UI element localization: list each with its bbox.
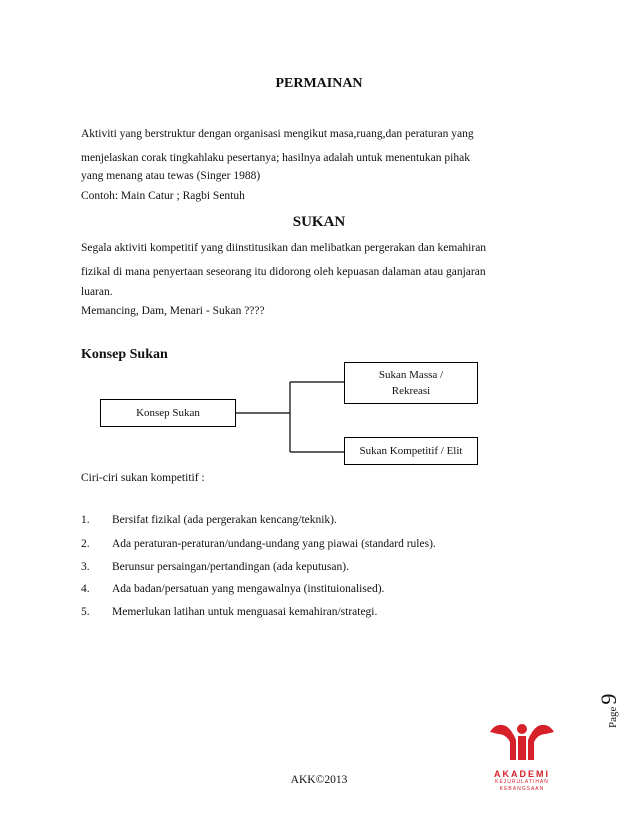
permainan-definition-line: Aktiviti yang berstruktur dengan organisasi mengikut masa,ruang,dan peraturan yang: [81, 128, 474, 140]
list-item-number: 5.: [81, 606, 90, 618]
permainan-example: Contoh: Main Catur ; Ragbi Sentuh: [81, 190, 245, 202]
sukan-definition-line: Segala aktiviti kompetitif yang diinstitusikan dan melibatkan pergerakan dan kemahiran: [81, 242, 487, 254]
diagram-branch-massa-line2: Rekreasi: [391, 385, 431, 397]
list-item-text: Berunsur persaingan/pertandingan (ada keputusan).: [112, 561, 349, 573]
list-item-number: 4.: [81, 583, 90, 595]
permainan-definition-line: yang menang atau tewas (Singer 1988): [81, 170, 261, 182]
sukan-definition-line: luaran.: [81, 286, 113, 298]
list-item-text: Ada peraturan-peraturan/undang-undang yang piawai (standard rules).: [112, 538, 436, 550]
akademi-logo: [486, 720, 558, 800]
permainan-definition-line: menjelaskan corak tingkahlaku pesertanya; hasilnya adalah untuk menentukan pihak: [81, 152, 470, 164]
list-item-text: Ada badan/persatuan yang mengawalnya (instituionalised).: [112, 583, 385, 595]
logo-subtitle-2: KEBANGSAAN: [499, 786, 545, 792]
logo-title: AKADEMI: [494, 769, 550, 779]
diagram-branch-massa-line1: Sukan Massa /: [378, 369, 444, 381]
sukan-question: Memancing, Dam, Menari - Sukan ????: [81, 305, 265, 317]
diagram-root-label: Konsep Sukan: [136, 407, 200, 419]
heading-konsep-sukan: Konsep Sukan: [81, 347, 168, 362]
ciri-label: Ciri-ciri sukan kompetitif :: [81, 472, 205, 484]
logo-subtitle-1: KEJURULATIHAN: [495, 779, 549, 785]
heading-sukan: SUKAN: [292, 214, 346, 230]
footer-copyright: AKK©2013: [290, 774, 348, 786]
list-item-text: Bersifat fizikal (ada pergerakan kencang/teknik).: [112, 514, 337, 526]
page-label: Page: [607, 706, 619, 728]
sukan-definition-line: fizikal di mana penyertaan seseorang itu didorong oleh kepuasan dalaman atau ganjaran: [81, 266, 486, 278]
logo-emblem-icon: [486, 720, 558, 764]
list-item-number: 3.: [81, 561, 90, 573]
list-item-text: Memerlukan latihan untuk menguasai kemahiran/strategi.: [112, 606, 378, 618]
page-number-tag: [590, 668, 620, 728]
diagram-branch-kompetitif-label: Sukan Kompetitif / Elit: [359, 445, 463, 457]
list-item-number: 2.: [81, 538, 90, 550]
page-number: 9: [596, 693, 621, 705]
list-item-number: 1.: [81, 514, 90, 526]
heading-permainan: PERMAINAN: [275, 76, 363, 91]
